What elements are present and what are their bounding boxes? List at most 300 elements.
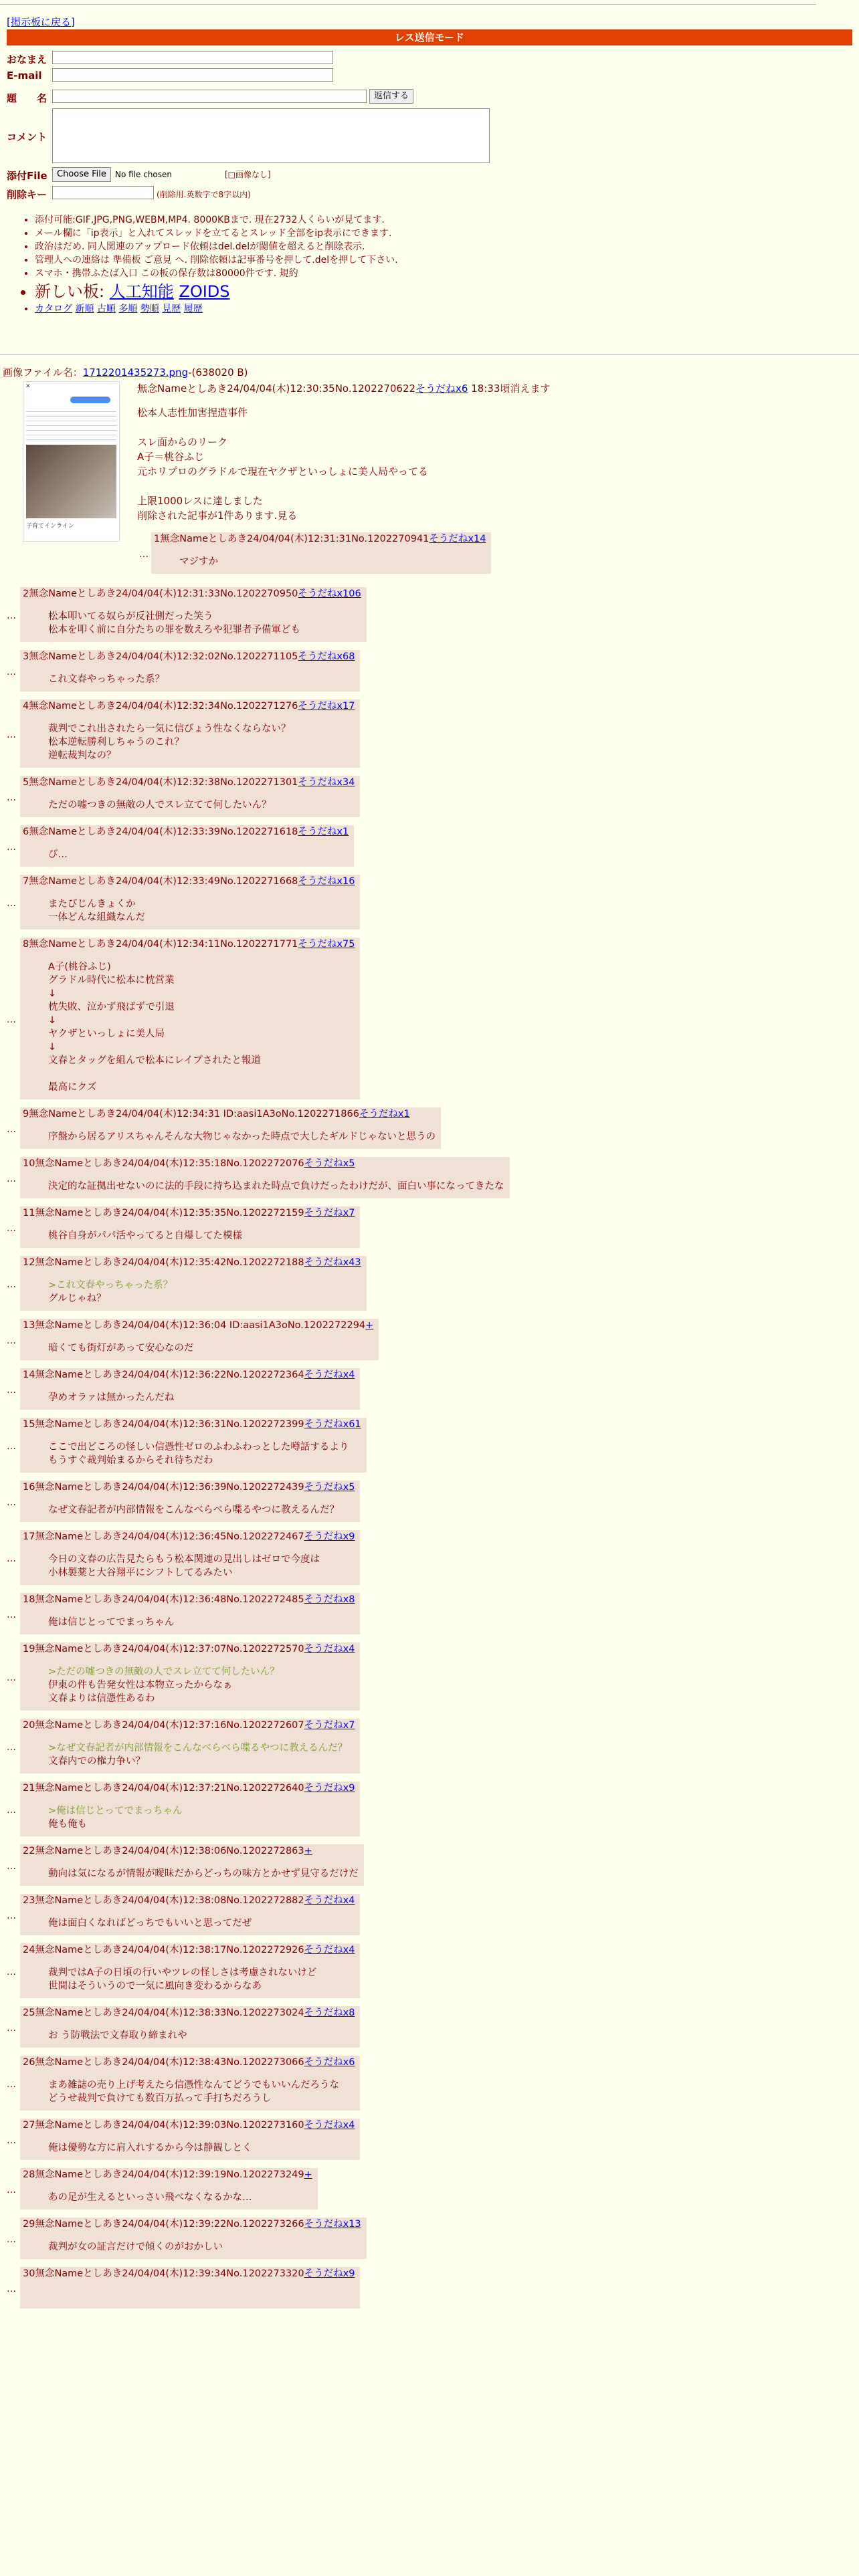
reply-number: 24 [23, 1945, 35, 1955]
reply-line: >ただの嘘つきの無敵の人でスレ立てて何したいん？ [48, 1667, 280, 1677]
reply-body [23, 2181, 315, 2204]
reply-line: 動向は気になるが情報が曖昧だからどっちの味方とかせず見守るだけだ [48, 1868, 359, 1879]
reply-post [20, 1157, 510, 1198]
reply-body [23, 1269, 364, 1305]
reply-line: ↓ [48, 988, 57, 999]
sodane-link[interactable]: そうだねx1 [359, 1109, 410, 1119]
reply-body [23, 789, 357, 812]
reply-line: マジすか [179, 556, 218, 567]
reply-post [20, 1943, 360, 1998]
reply-line: >なぜ文春記者が内部情報をこんなべらべら喋るやつに教えるんだ？ [48, 1743, 348, 1753]
reply-body [23, 1431, 364, 1467]
reply-line: 枕失敗、泣かず飛ばずで引退 [48, 1002, 175, 1012]
reply-body [23, 1606, 357, 1629]
reply-header-text: 無念Nameとしあき24/04/04(木)12:36:31No.1202272399 [35, 1419, 304, 1430]
reply-line: 逆転裁判なの？ [48, 750, 116, 761]
reply-indent-dots: … [7, 611, 16, 621]
reply-body [23, 1382, 357, 1404]
image-file-link[interactable]: 1712201435273.png [82, 366, 189, 379]
thumbnail-caption: 子育てインライン [26, 523, 74, 530]
reply-header-text: 無念Nameとしあき24/04/04(木)12:38:08No.1202272882 [35, 1895, 304, 1906]
reply-line: これ文春やっちゃった系？ [48, 674, 165, 685]
subject-label: 題 名 [7, 92, 47, 104]
reply-header-text: 無念Nameとしあき24/04/04(木)12:34:11No.1202271771 [29, 939, 298, 950]
reply-header [23, 1593, 357, 1606]
reply-line: 決定的な証拠出せないのに法的手段に持ち込まれた時点で負けだったわけだが、面白い事になってきたな [48, 1181, 504, 1192]
reply-line: 松本を叩く前に自分たちの罪を数えろや犯罪者予備軍ども [48, 625, 300, 635]
reply-number: 2 [23, 588, 29, 599]
reply-header-text: 無念Nameとしあき24/04/04(木)12:33:49No.1202271668 [29, 876, 298, 887]
reply-header-text: 無念Nameとしあき24/04/04(木)12:36:45No.1202272467 [35, 1531, 304, 1542]
reply-line: 最高にクズ [48, 1082, 97, 1093]
reply-header-text: 無念Nameとしあき24/04/04(木)12:35:35No.1202272159 [35, 1208, 304, 1218]
note-item: • 政治はだめ. 同人関連のアップロード依頼はdel.delが閾値を超えると削除表示. [35, 241, 398, 253]
reply-header-text: 無念Nameとしあき24/04/04(木)12:39:19No.1202273249 [35, 2169, 304, 2180]
reply-header-text: 無念Nameとしあき24/04/04(木)12:37:21No.1202272640 [35, 1783, 304, 1794]
reply-post [20, 1593, 360, 1634]
sodane-link[interactable]: そうだねx61 [304, 1419, 361, 1430]
catalog-link[interactable]: カタログ [35, 304, 72, 314]
reply-indent-dots: … [7, 2023, 16, 2034]
sodane-link[interactable]: そうだねx4 [304, 1945, 355, 1955]
op-header-text: 無念Nameとしあき24/04/04(木)12:30:35No.1202270622 [137, 383, 416, 395]
reply-number: 3 [23, 651, 29, 662]
reply-header-text: 無念Nameとしあき24/04/04(木)12:32:02No.1202271105 [29, 651, 298, 662]
reply-body [23, 2069, 357, 2105]
reply-post [20, 587, 367, 642]
sodane-link[interactable]: そうだねx9 [304, 1783, 355, 1794]
reply-line: 小林製薬と大谷翔平にシフトしてるみたい [48, 1568, 233, 1578]
reply-indent-dots: … [7, 1742, 16, 1753]
reply-header [23, 1206, 357, 1220]
reply-line: どうせ裁判で負けても数百万払って手打ちだろうし [48, 2093, 272, 2104]
reply-line: 裁判でこれ出されたら一気に信びょう性なくならない？ [48, 724, 291, 734]
reply-post [20, 1530, 360, 1585]
delete-key-input[interactable] [52, 186, 154, 199]
reply-number: 1 [154, 534, 161, 544]
reply-indent-dots: … [7, 2234, 16, 2245]
submit-reply-button[interactable]: 返信する [369, 89, 413, 104]
sodane-link[interactable]: そうだねx4 [304, 1370, 355, 1380]
reply-indent-dots: … [7, 1911, 16, 1921]
viewed-history-link[interactable]: 見歴 [162, 304, 181, 314]
reply-indent-dots: … [7, 898, 16, 909]
reply-post [20, 1782, 360, 1836]
reply-body [23, 1170, 507, 1193]
reply-indent-dots: … [7, 1279, 16, 1290]
sodane-link[interactable]: そうだねx1 [298, 827, 349, 837]
reply-header [23, 1368, 357, 1382]
sodane-link[interactable]: そうだねx106 [298, 588, 361, 599]
reply-header [23, 1642, 357, 1656]
reply-line: 孕めオラァは無かったんだね [48, 1392, 175, 1403]
reply-body [23, 1220, 357, 1243]
reply-line: ヤクザといっしょに美人局 [48, 1029, 165, 1039]
reply-indent-dots: … [7, 2284, 16, 2294]
reply-header-text: 無念Nameとしあき24/04/04(木)12:31:31No.1202270941 [160, 534, 430, 544]
new-board-link-zoids[interactable]: ZOIDS [179, 282, 230, 301]
oldest-link[interactable]: 古順 [96, 304, 116, 314]
reply-body [23, 1543, 357, 1580]
reply-header [23, 825, 351, 839]
reply-body [23, 601, 364, 637]
reply-body [23, 1858, 361, 1881]
sodane-link[interactable]: + [304, 2169, 312, 2180]
reply-header [23, 2168, 315, 2181]
op-thumbnail[interactable] [23, 381, 120, 542]
reply-post [20, 2267, 360, 2309]
reply-indent-dots: … [7, 1553, 16, 1564]
reply-header-text: 無念Nameとしあき24/04/04(木)12:34:31 ID:aasi1A3oNo.1202271866 [29, 1109, 359, 1119]
reply-number: 4 [23, 701, 29, 712]
sodane-link[interactable]: そうだねx7 [304, 1720, 355, 1731]
reply-post [20, 650, 360, 691]
reply-post [20, 1642, 360, 1711]
reply-indent-dots: … [7, 1673, 16, 1683]
reply-line: 松本逆転勝利しちゃうのこれ？ [48, 737, 184, 748]
reply-indent-dots: … [7, 730, 16, 740]
image-file-size: -(638020 B) [188, 366, 248, 379]
reply-line: またびじんきょくか [48, 899, 136, 909]
reply-line: お う防戦法で文春取り締まれや [48, 2030, 187, 2041]
reply-number: 12 [23, 1257, 35, 1268]
reply-indent-dots: … [7, 1441, 16, 1452]
sodane-link[interactable]: そうだねx9 [304, 2268, 355, 2279]
reply-header [23, 2218, 364, 2231]
reply-header-text: 無念Nameとしあき24/04/04(木)12:38:17No.1202272926 [35, 1945, 304, 1955]
reply-body [23, 1957, 357, 1993]
reply-post [20, 1418, 367, 1473]
reply-line: 今日の文春の広告見たらもう松本関連の見出しはゼロで今度は [48, 1554, 320, 1565]
reply-line: 文春内での権力争い？ [48, 1756, 145, 1767]
reply-line: >これ文春やっちゃった系？ [48, 1280, 173, 1291]
reply-header [23, 1481, 357, 1494]
reply-header-text: 無念Nameとしあき24/04/04(木)12:38:33No.1202273024 [35, 2008, 304, 2018]
op-body [137, 396, 840, 523]
reply-post [20, 1206, 360, 1248]
op-body-line: 元ホリプロのグラドルで現在ヤクザといっしょに美人局やってる [137, 465, 429, 477]
reply-body [23, 1907, 357, 1930]
no-file-text: No file chosen [115, 170, 173, 179]
sodane-link[interactable]: そうだねx5 [304, 1158, 355, 1169]
reply-number: 7 [23, 876, 29, 887]
op-sodane-link[interactable]: そうだねx6 [415, 383, 468, 395]
reply-post [20, 1319, 379, 1360]
reply-number: 17 [23, 1531, 35, 1542]
reply-line: 俺は面白くなればどっちでもいいと思ってだぜ [48, 1918, 252, 1929]
reply-post [20, 1481, 360, 1522]
sodane-link[interactable]: そうだねx13 [304, 2219, 361, 2230]
reply-number: 10 [23, 1158, 35, 1169]
reply-post [20, 1107, 441, 1149]
reply-header [23, 2119, 357, 2132]
reply-number: 11 [23, 1208, 35, 1218]
reply-header-text: 無念Nameとしあき24/04/04(木)12:31:33No.1202270950 [29, 588, 298, 599]
reply-post [20, 1894, 360, 1935]
reply-body [23, 2231, 364, 2254]
reply-header [23, 1418, 364, 1431]
momentum-link[interactable]: 勢順 [140, 304, 159, 314]
reply-line: ↓ [48, 1042, 57, 1053]
reply-line: 文春よりは信憑性あるわ [48, 1693, 155, 1704]
reply-line: ↓ [48, 1015, 57, 1026]
image-file-label: 画像ファイル名： [3, 366, 83, 379]
sodane-link[interactable]: そうだねx7 [304, 1208, 355, 1218]
reply-header-text: 無念Nameとしあき24/04/04(木)12:32:38No.1202271301 [29, 777, 298, 788]
reply-number: 13 [23, 1320, 35, 1331]
sodane-link[interactable]: そうだねx14 [429, 534, 486, 544]
reply-line: 序盤から居るアリスちゃんそんな大物じゃなかった時点で大したギルドじゃないと思うの [48, 1132, 436, 1142]
reply-header [23, 1844, 361, 1858]
reply-line: 伊東の件も告発女性は本物立ったからなぁ [48, 1680, 233, 1691]
reply-body [23, 1795, 357, 1831]
reply-line: び… [48, 849, 68, 860]
reply-indent-dots: … [7, 1967, 16, 1977]
reply-number: 22 [23, 1846, 35, 1856]
reply-indent-dots: … [7, 1124, 16, 1135]
sodane-link[interactable]: そうだねx4 [304, 1644, 355, 1654]
choose-file-button[interactable]: Choose File [52, 167, 111, 182]
reply-header-text: 無念Nameとしあき24/04/04(木)12:36:48No.1202272485 [35, 1594, 304, 1605]
form-divider [0, 354, 859, 355]
reply-header [23, 1256, 364, 1269]
name-label: おなまえ [7, 53, 47, 66]
reply-line: 裁判ではA子の日頃の行いやツレの怪しさは考慮されないけど [48, 1967, 317, 1978]
op-body-line: 削除された記事が1件あります.見る [137, 510, 298, 522]
reply-header-text: 無念Nameとしあき24/04/04(木)12:32:34No.1202271276 [29, 701, 298, 712]
sodane-link[interactable]: そうだねx9 [304, 1531, 355, 1542]
sodane-link[interactable]: そうだねx4 [304, 2120, 355, 2131]
reply-indent-dots: … [7, 1861, 16, 1872]
reply-header-text: 無念Nameとしあき24/04/04(木)12:38:43No.1202273066 [35, 2057, 304, 2068]
reply-post [20, 1844, 364, 1886]
comment-textarea[interactable] [52, 108, 490, 163]
board-notes [35, 214, 398, 316]
reply-body [23, 1494, 357, 1517]
history-link[interactable]: 履歴 [183, 304, 203, 314]
name-input[interactable] [52, 51, 333, 64]
reply-indent-dots: … [7, 667, 16, 677]
reply-post [151, 532, 491, 574]
op-body-line: 上限1000レスに達しました [137, 495, 263, 507]
reply-number: 9 [23, 1109, 29, 1119]
thumbnail-photo [26, 445, 116, 518]
reply-header-text: 無念Nameとしあき24/04/04(木)12:39:03No.1202273160 [35, 2120, 304, 2131]
reply-number: 26 [23, 2057, 35, 2068]
reply-number: 19 [23, 1644, 35, 1654]
email-label: E-mail [7, 70, 42, 82]
reply-indent-dots: … [139, 549, 149, 560]
reply-post [20, 2218, 367, 2259]
back-to-board-link[interactable]: [掲示板に戻る] [7, 16, 75, 28]
no-image-checkbox[interactable]: [□画像なし] [225, 170, 271, 179]
reply-indent-dots: … [7, 1014, 16, 1025]
new-board-label: 新しい板: [35, 282, 105, 301]
sodane-link[interactable]: そうだねx68 [298, 651, 355, 662]
most-link[interactable]: 多順 [118, 304, 138, 314]
reply-line: まあ雑誌の売り上げ考えたら信憑性なんてどうでもいいんだろうな [48, 2080, 339, 2090]
reply-mode-banner: レス送信モード [7, 29, 852, 45]
reply-post [20, 2006, 360, 2048]
reply-header [23, 587, 364, 601]
reply-indent-dots: … [7, 2185, 16, 2195]
reply-line [48, 1067, 357, 1081]
reply-body [23, 663, 357, 686]
reply-post [20, 875, 360, 930]
reply-number: 25 [23, 2008, 35, 2018]
reply-number: 15 [23, 1419, 35, 1430]
reply-header [23, 776, 357, 789]
reply-body [23, 1732, 357, 1768]
note-item: • スマホ・携帯ふたば入口 この板の保存数は80000件です. 規約 [35, 267, 398, 280]
thumbnail-button-shape [70, 397, 110, 403]
reply-post [20, 700, 360, 768]
op-body-line [137, 420, 840, 435]
comment-label: コメント [7, 131, 47, 143]
sodane-link[interactable]: そうだねx5 [304, 1482, 355, 1493]
reply-header [23, 1319, 376, 1332]
reply-header [23, 1782, 357, 1795]
reply-indent-dots: … [7, 1223, 16, 1234]
reply-line: 裁判が女の証言だけで傾くのがおかしい [48, 2242, 223, 2252]
reply-line: 俺は優勢な方に肩入れするから今は静観しとく [48, 2143, 252, 2153]
reply-number: 29 [23, 2219, 35, 2230]
op-body-line: スレ面からのリーク [137, 436, 228, 448]
sodane-link[interactable]: そうだねx43 [304, 1257, 361, 1268]
reply-line: >俺は信じとってでまっちゃん [48, 1806, 183, 1816]
reply-body [23, 839, 351, 861]
reply-post [20, 2056, 360, 2111]
reply-body [23, 1656, 357, 1705]
reply-number: 20 [23, 1720, 35, 1731]
reply-body [23, 2020, 357, 2042]
image-file-info [3, 365, 248, 379]
op-body-line: A子＝桃谷ふじ [137, 451, 205, 463]
reply-header [23, 875, 357, 888]
reply-number: 5 [23, 777, 29, 788]
reply-number: 16 [23, 1482, 35, 1493]
reply-indent-dots: … [7, 1385, 16, 1396]
sodane-link[interactable]: そうだねx75 [298, 939, 355, 950]
reply-line: 俺も俺も [48, 1819, 87, 1830]
sodane-link[interactable]: そうだねx6 [304, 2057, 355, 2068]
reply-header-text: 無念Nameとしあき24/04/04(木)12:36:39No.1202272439 [35, 1482, 304, 1493]
sodane-link[interactable]: そうだねx16 [298, 876, 355, 887]
newest-link[interactable]: 新順 [75, 304, 94, 314]
reply-header [23, 2267, 357, 2280]
reply-line: グラドル時代に松本に枕営業 [48, 975, 175, 986]
reply-line: もうすぐ裁判始まるからそれ待ちだわ [48, 1455, 213, 1466]
reply-indent-dots: … [7, 1174, 16, 1184]
reply-line: 文春とタッグを組んで松本にレイプされたと報道 [48, 1055, 261, 1066]
reply-indent-dots: … [7, 2079, 16, 2090]
op-body-line: 松本人志性加害捏造事件 [137, 407, 248, 419]
reply-line: A子(桃谷ふじ) [48, 962, 111, 972]
reply-post [20, 1368, 360, 1410]
reply-indent-dots: … [7, 842, 16, 853]
reply-indent-dots: … [7, 792, 16, 803]
reply-line: 世間はそういうので一気に風向き変わるからなあ [48, 1981, 262, 1992]
reply-line: あの足が生えるといっさい飛べなくなるかな… [48, 2192, 252, 2203]
sublinks [35, 303, 398, 316]
reply-body [23, 2132, 357, 2155]
reply-indent-dots: … [7, 1497, 16, 1508]
reply-line: 松本叩いてる奴らが反社側だった笑う [48, 611, 213, 622]
thumbnail-text-block [26, 407, 116, 441]
reply-number: 27 [23, 2120, 35, 2131]
sodane-link[interactable]: + [365, 1320, 374, 1331]
delete-key-note: (削除用.英数字で8字以内) [157, 190, 251, 199]
reply-header [23, 1719, 357, 1732]
new-board-line [35, 281, 398, 302]
sodane-link[interactable]: そうだねx34 [298, 777, 355, 788]
reply-line: 桃谷自身がパパ活やってると自爆してた模様 [48, 1230, 242, 1241]
reply-header-text: 無念Nameとしあき24/04/04(木)12:33:39No.1202271618 [29, 827, 298, 837]
note-item: • 添付可能:GIF,JPG,PNG,WEBM,MP4. 8000KBまで. 現在2732人くらいが見てます. [35, 214, 398, 227]
reply-number: 18 [23, 1594, 35, 1605]
reply-header-text: 無念Nameとしあき24/04/04(木)12:35:42No.1202272188 [35, 1257, 304, 1268]
reply-indent-dots: … [7, 1610, 16, 1620]
reply-body [23, 951, 357, 1094]
reply-header-text: 無念Nameとしあき24/04/04(木)12:39:34No.1202273320 [35, 2268, 304, 2279]
reply-line: ここで出どころの怪しい信憑性ゼロのふわふわっとした噂話するより [48, 1442, 349, 1453]
sodane-link[interactable]: そうだねx4 [304, 1895, 355, 1906]
reply-post [20, 2168, 318, 2210]
reply-header [23, 2006, 357, 2020]
reply-line: なぜ文春記者が内部情報をこんなべらべら喋るやつに教えるんだ？ [48, 1505, 339, 1515]
reply-number: 23 [23, 1895, 35, 1906]
reply-body [23, 1332, 376, 1355]
reply-line: 一体どんな組織なんだ [48, 912, 145, 923]
reply-indent-dots: … [7, 1335, 16, 1346]
subject-input[interactable] [52, 90, 367, 103]
reply-header [23, 1530, 357, 1543]
note-item: • メール欄に「ip表示」と入れてスレッドを立てるとスレッド全部をip表示にできます. [35, 227, 398, 240]
reply-body [23, 713, 357, 762]
reply-header-text: 無念Nameとしあき24/04/04(木)12:37:16No.1202272607 [35, 1720, 304, 1731]
reply-body [154, 546, 488, 568]
reply-number: 8 [23, 939, 29, 950]
op-expire-text: 18:33頃消えます [471, 383, 551, 395]
reply-header [23, 1157, 507, 1170]
email-input[interactable] [52, 68, 333, 82]
reply-post [20, 825, 354, 867]
reply-post [20, 2119, 360, 2160]
top-divider [0, 4, 816, 5]
sodane-link[interactable]: そうだねx8 [304, 1594, 355, 1605]
sodane-link[interactable]: そうだねx17 [298, 701, 355, 712]
reply-post [20, 1719, 360, 1774]
reply-post [20, 1256, 367, 1311]
reply-number: 28 [23, 2169, 35, 2180]
reply-header [23, 938, 357, 951]
sodane-link[interactable]: そうだねx8 [304, 2008, 355, 2018]
op-header [137, 381, 840, 396]
op-body-line [137, 479, 840, 494]
reply-post [20, 776, 360, 817]
reply-body [23, 2280, 357, 2290]
reply-number: 14 [23, 1370, 35, 1380]
reply-indent-dots: … [7, 1805, 16, 1816]
note-item: • 管理人への連絡は 準備板 ご意見 へ. 削除依頼は記事番号を押して.delを押して下さい. [35, 254, 398, 267]
delete-key-label: 削除キー [7, 189, 47, 201]
reply-line: 俺は信じとってでまっちゃん [48, 1617, 175, 1628]
sodane-link[interactable]: + [304, 1846, 312, 1856]
reply-post [20, 938, 360, 1099]
new-board-link-ai[interactable]: 人工知能 [109, 282, 174, 301]
reply-number: 30 [23, 2268, 35, 2279]
reply-header [154, 532, 488, 546]
